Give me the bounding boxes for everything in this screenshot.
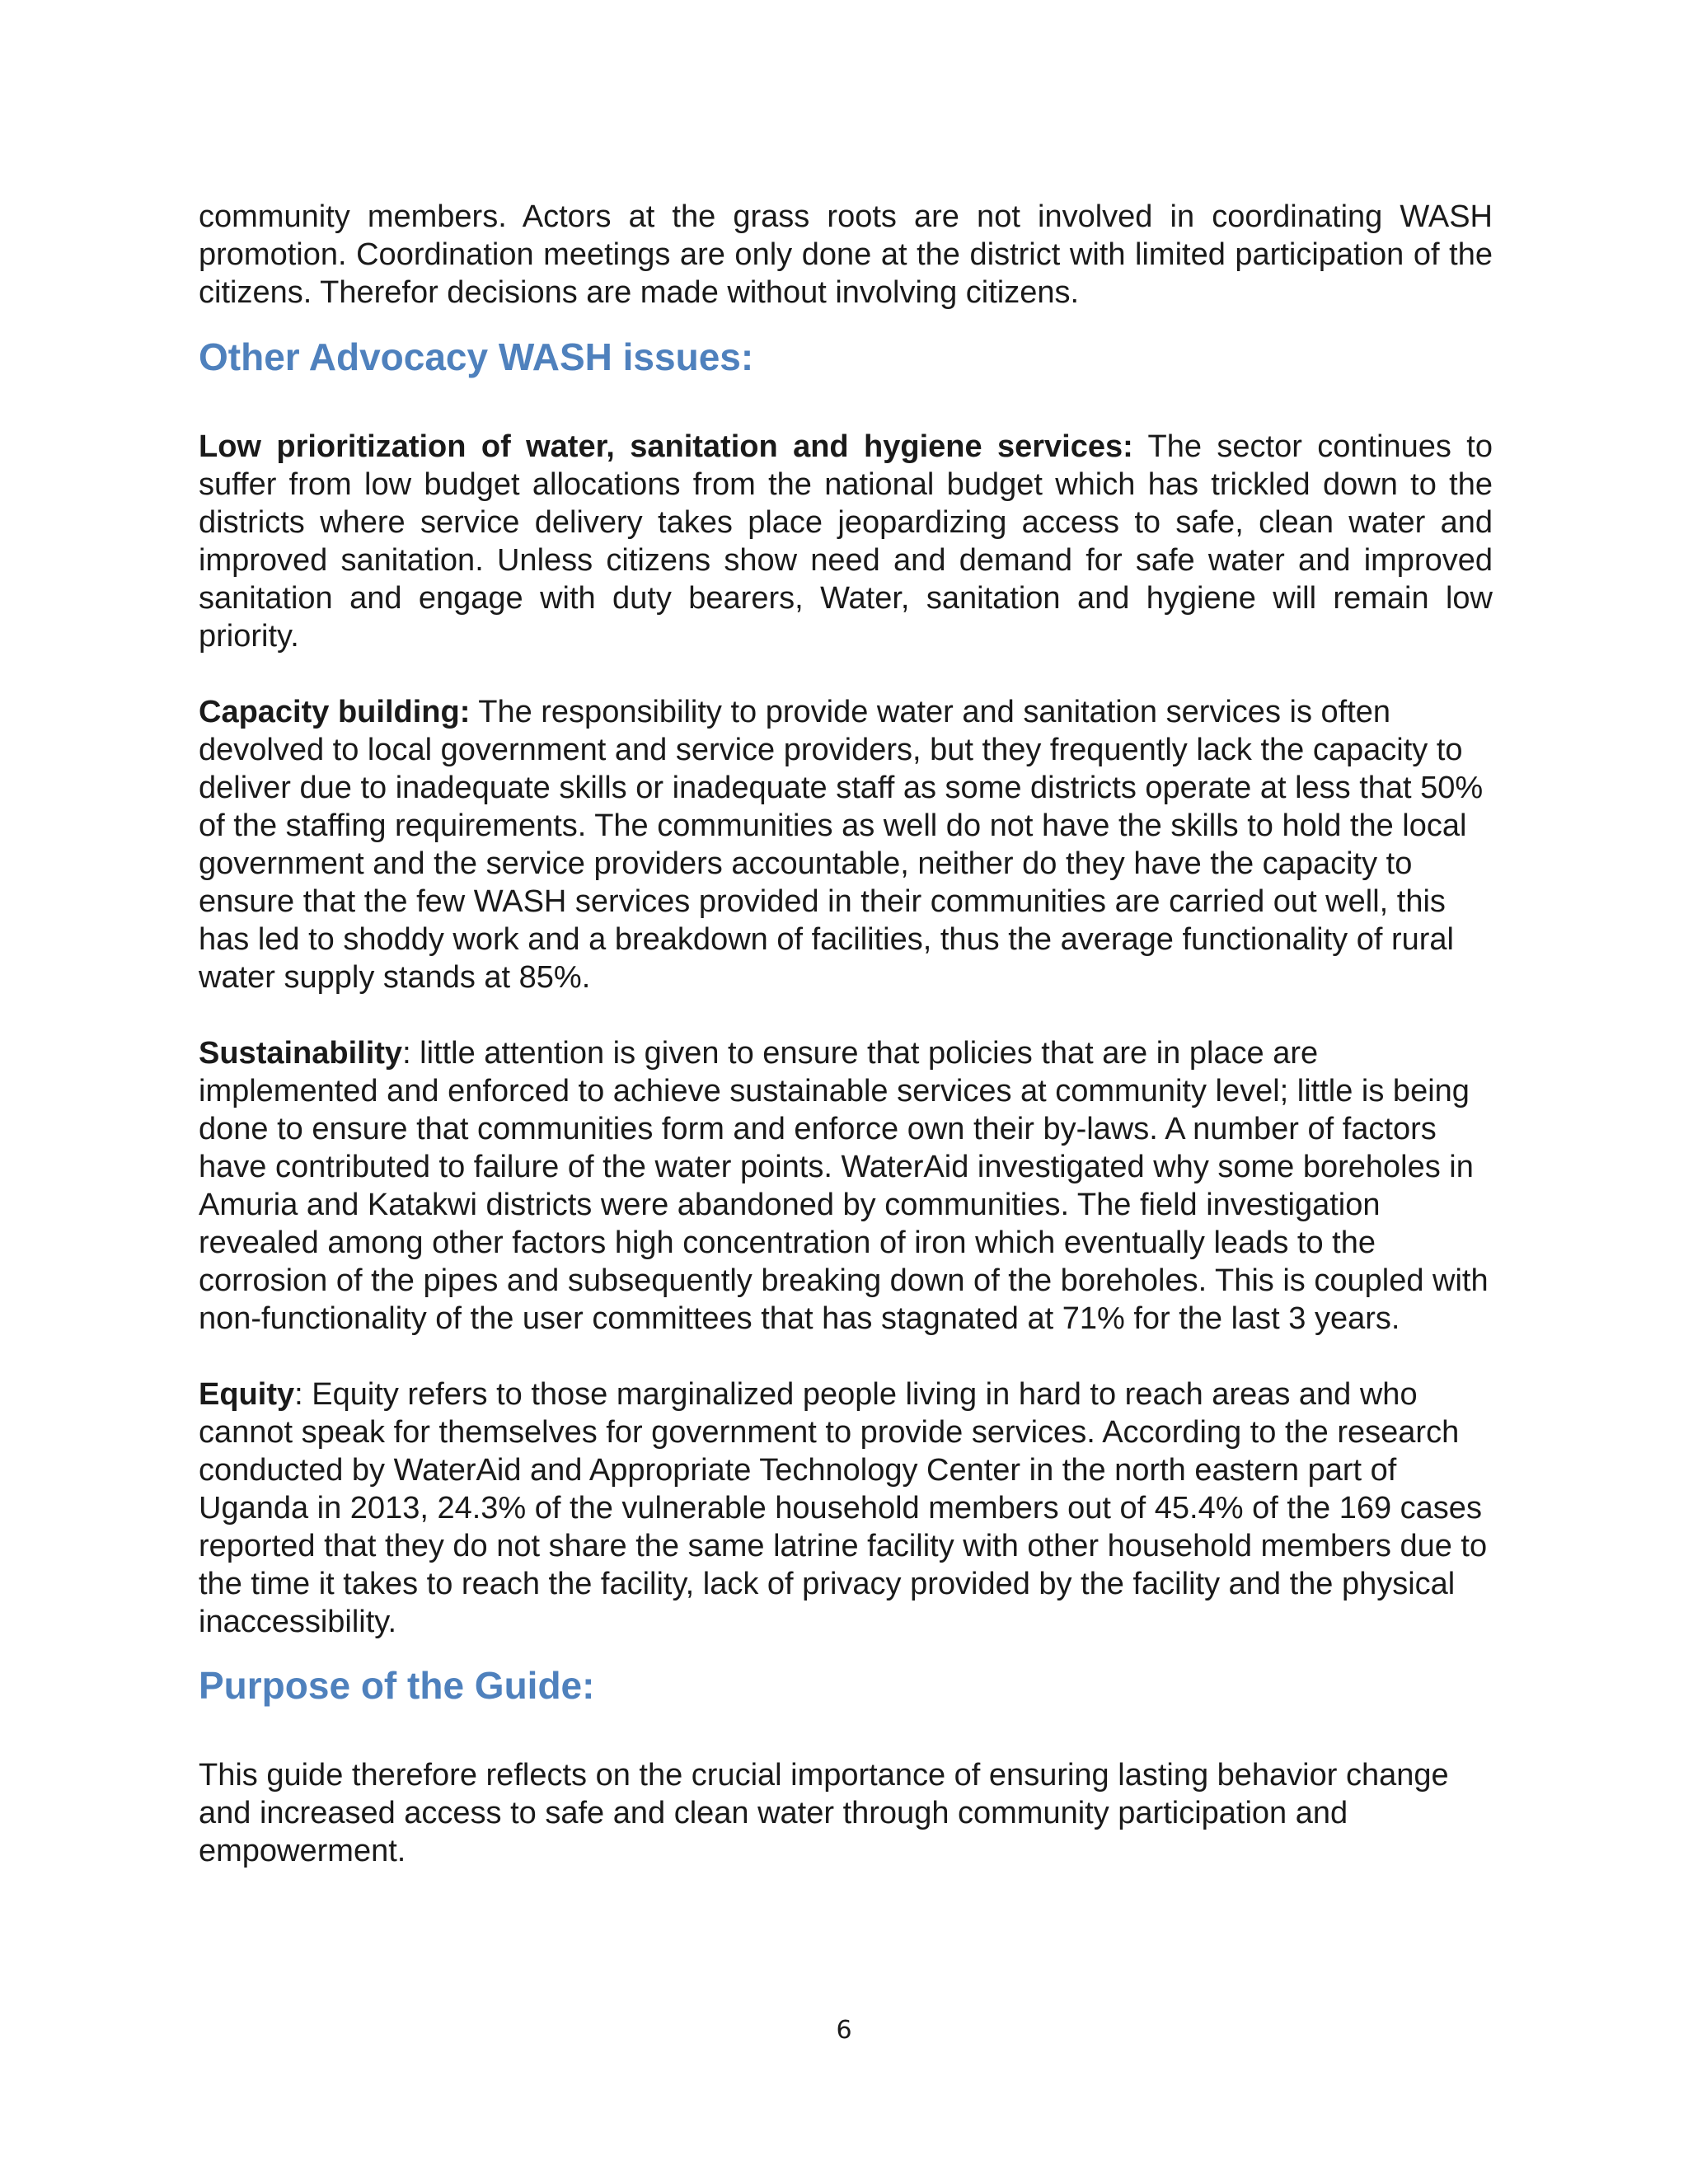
sustainability-text: : little attention is given to ensure that policies that are in place are implemented and enforced to achieve sustainable services at community level; little is being done to ensure that communities form and enforce own their by-laws. A number of factors have contributed to failure of the water points. WaterAid investigated why some boreholes in Amuria and Katakwi districts were abandoned by communities. The field investigation revealed among other factors high concentration of iron which eventually leads to the corrosion of the pipes and subsequently breaking down of the boreholes. This is coupled with non-functionality of the user committees that has stagnated at 71% for the last 3 years. (199, 1036, 1489, 1336)
sustainability-paragraph (199, 1034, 1493, 1338)
heading-other-advocacy-wash-issues: Other Advocacy WASH issues: (199, 335, 754, 378)
low-prioritization-paragraph (199, 428, 1493, 655)
capacity-building-text: The responsibility to provide water and sanitation services is often devolved to local government and service providers, but they frequently lack the capacity to deliver due to inadequate skills or inadequate staff as some districts operate at less that 50% of the staffing requirements. The communities as well do not have the skills to hold the local government and the service providers accountable, neither do they have the capacity to ensure that the few WASH services provided in their communities are carried out well, this has led to shoddy work and a breakdown of facilities, thus the average functionality of rural water supply stands at 85%. (199, 695, 1484, 995)
equity-text: : Equity refers to those marginalized people living in hard to reach areas and who cannot speak for themselves for government to provide services. According to the research conducted by WaterAid and Appropriate Technology Center in the north eastern part of Uganda in 2013, 24.3% of the vulnerable household members out of 45.4% of the 169 cases reported that they do not share the same latrine facility with other household members due to the time it takes to reach the facility, lack of privacy provided by the facility and the physical inaccessibility. (199, 1377, 1488, 1639)
sustainability-term: Sustainability (199, 1036, 403, 1071)
low-prioritization-term: Low prioritization of water, sanitation and hygiene services: (199, 429, 1133, 464)
page-number: 6 (836, 2016, 852, 2045)
low-prioritization-text: The sector continues to suffer from low budget allocations from the national budget which has trickled down to the districts where service delivery takes place jeopardizing access to safe, clean water and improved sanitation. Unless citizens show need and demand for safe water and improved sanitation and engage with duty bearers, Water, sanitation and hygiene will remain low priority. (199, 429, 1493, 654)
intro-paragraph: community members. Actors at the grass roots are not involved in coordinating WASH promotion. Coordination meetings are only done at the district with limited participation of the citizens. Therefor decisions are made without involving citizens. (199, 199, 1493, 310)
equity-term: Equity (199, 1377, 295, 1412)
heading-purpose-of-the-guide: Purpose of the Guide: (199, 1664, 595, 1707)
capacity-building-paragraph (199, 693, 1493, 996)
purpose-paragraph: This guide therefore reflects on the crucial importance of ensuring lasting behavior change and increased access to safe and clean water through community participation and empowerment. (199, 1758, 1449, 1868)
equity-paragraph (199, 1376, 1493, 1641)
capacity-building-term: Capacity building: (199, 695, 471, 729)
page-content (199, 198, 1493, 1870)
